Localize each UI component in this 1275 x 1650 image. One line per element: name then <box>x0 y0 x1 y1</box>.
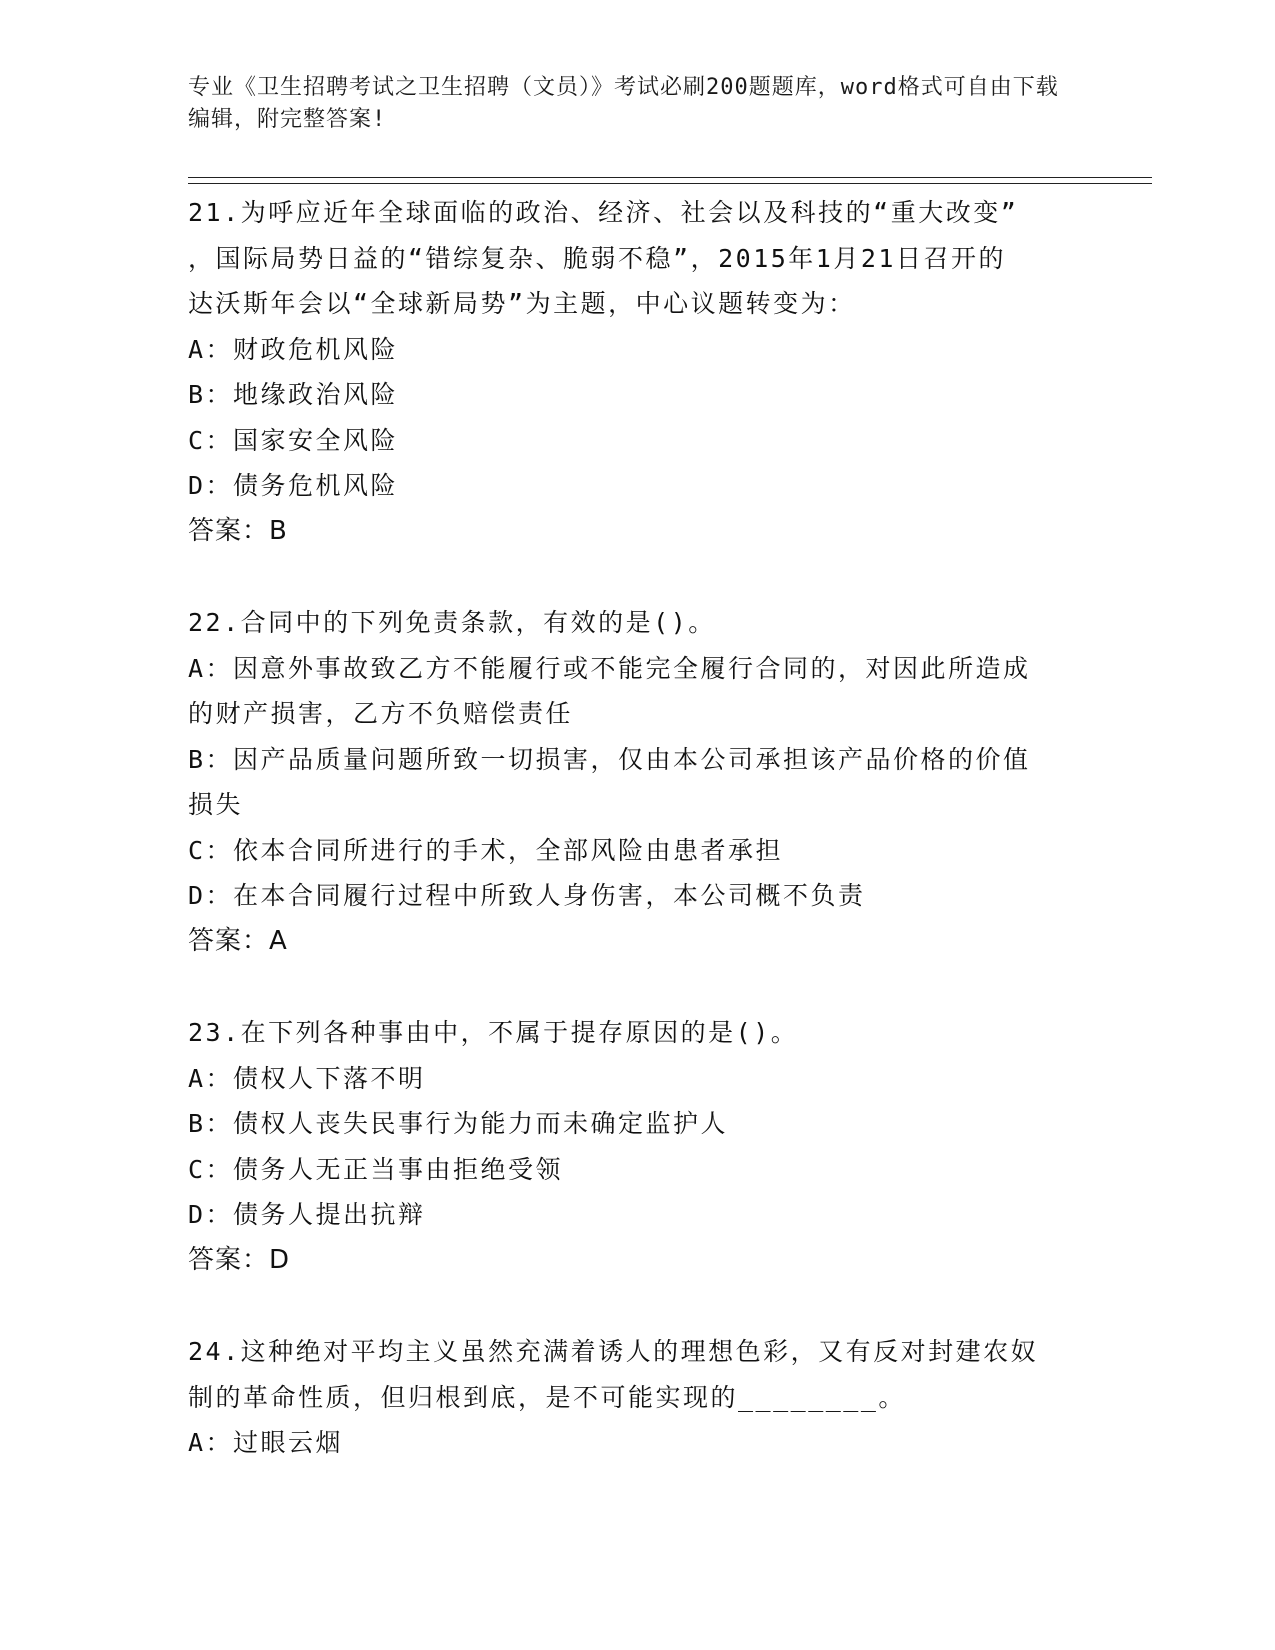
question-22-option-a-line-2: 的财产损害，乙方不负赔偿责任 <box>188 699 574 728</box>
question-24-stem-line-1: 24.这种绝对平均主义虽然充满着诱人的理想色彩，又有反对封建农奴 <box>188 1337 1039 1366</box>
question-22-option-b-line-2: 损失 <box>188 790 244 819</box>
question-22-option-a-line-1: A：因意外事故致乙方不能履行或不能完全履行合同的，对因此所造成 <box>188 653 1031 683</box>
question-22-answer: 答案：A <box>188 925 288 956</box>
question-21-option-a: A：财政危机风险 <box>188 334 399 364</box>
question-21-option-b: B：地缘政治风险 <box>188 380 399 409</box>
question-24-option-a: A：过眼云烟 <box>188 1428 344 1457</box>
question-24 <box>188 1329 1088 1466</box>
document-header: 专业《卫生招聘考试之卫生招聘（文员）》考试必刷200题题库，word格式可自由下载编辑，附完整答案! <box>188 75 1059 132</box>
header-divider-bottom <box>188 183 1152 184</box>
question-21-stem-line-2: ，国际局势日益的“错综复杂、脆弱不稳”，2015年1月21日召开的 <box>188 243 1006 273</box>
question-23-option-a: A：债权人下落不明 <box>188 1063 426 1093</box>
question-21-answer: 答案：B <box>188 515 288 546</box>
question-22-stem-line-1: 22.合同中的下列免责条款，有效的是()。 <box>188 608 716 637</box>
question-23-option-b: B：债权人丧失民事行为能力而未确定监护人 <box>188 1109 729 1138</box>
question-23-answer: 答案：D <box>188 1244 291 1275</box>
question-list <box>188 190 1088 1512</box>
question-21 <box>188 190 1088 554</box>
question-22 <box>188 600 1088 964</box>
question-22-option-c: C：依本合同所进行的手术，全部风险由患者承担 <box>188 835 784 865</box>
question-21-option-c: C：国家安全风险 <box>188 425 399 455</box>
question-21-stem-line-1: 21.为呼应近年全球面临的政治、经济、社会以及科技的“重大改变” <box>188 198 1019 227</box>
header-divider-top <box>188 177 1152 178</box>
question-21-stem-line-3: 达沃斯年会以“全球新局势”为主题，中心议题转变为： <box>188 289 856 318</box>
question-23-stem-line-1: 23.在下列各种事由中，不属于提存原因的是()。 <box>188 1018 799 1047</box>
question-23-option-d: D：债务人提出抗辩 <box>188 1200 426 1229</box>
question-23-option-c: C：债务人无正当事由拒绝受领 <box>188 1154 564 1184</box>
question-23 <box>188 1010 1088 1283</box>
question-24-stem-line-2: 制的革命性质，但归根到底，是不可能实现的________。 <box>188 1382 906 1412</box>
question-21-option-d: D：债务危机风险 <box>188 471 399 500</box>
question-22-option-d: D：在本合同履行过程中所致人身伤害，本公司概不负责 <box>188 881 866 910</box>
question-22-option-b-line-1: B：因产品质量问题所致一切损害，仅由本公司承担该产品价格的价值 <box>188 744 1031 774</box>
